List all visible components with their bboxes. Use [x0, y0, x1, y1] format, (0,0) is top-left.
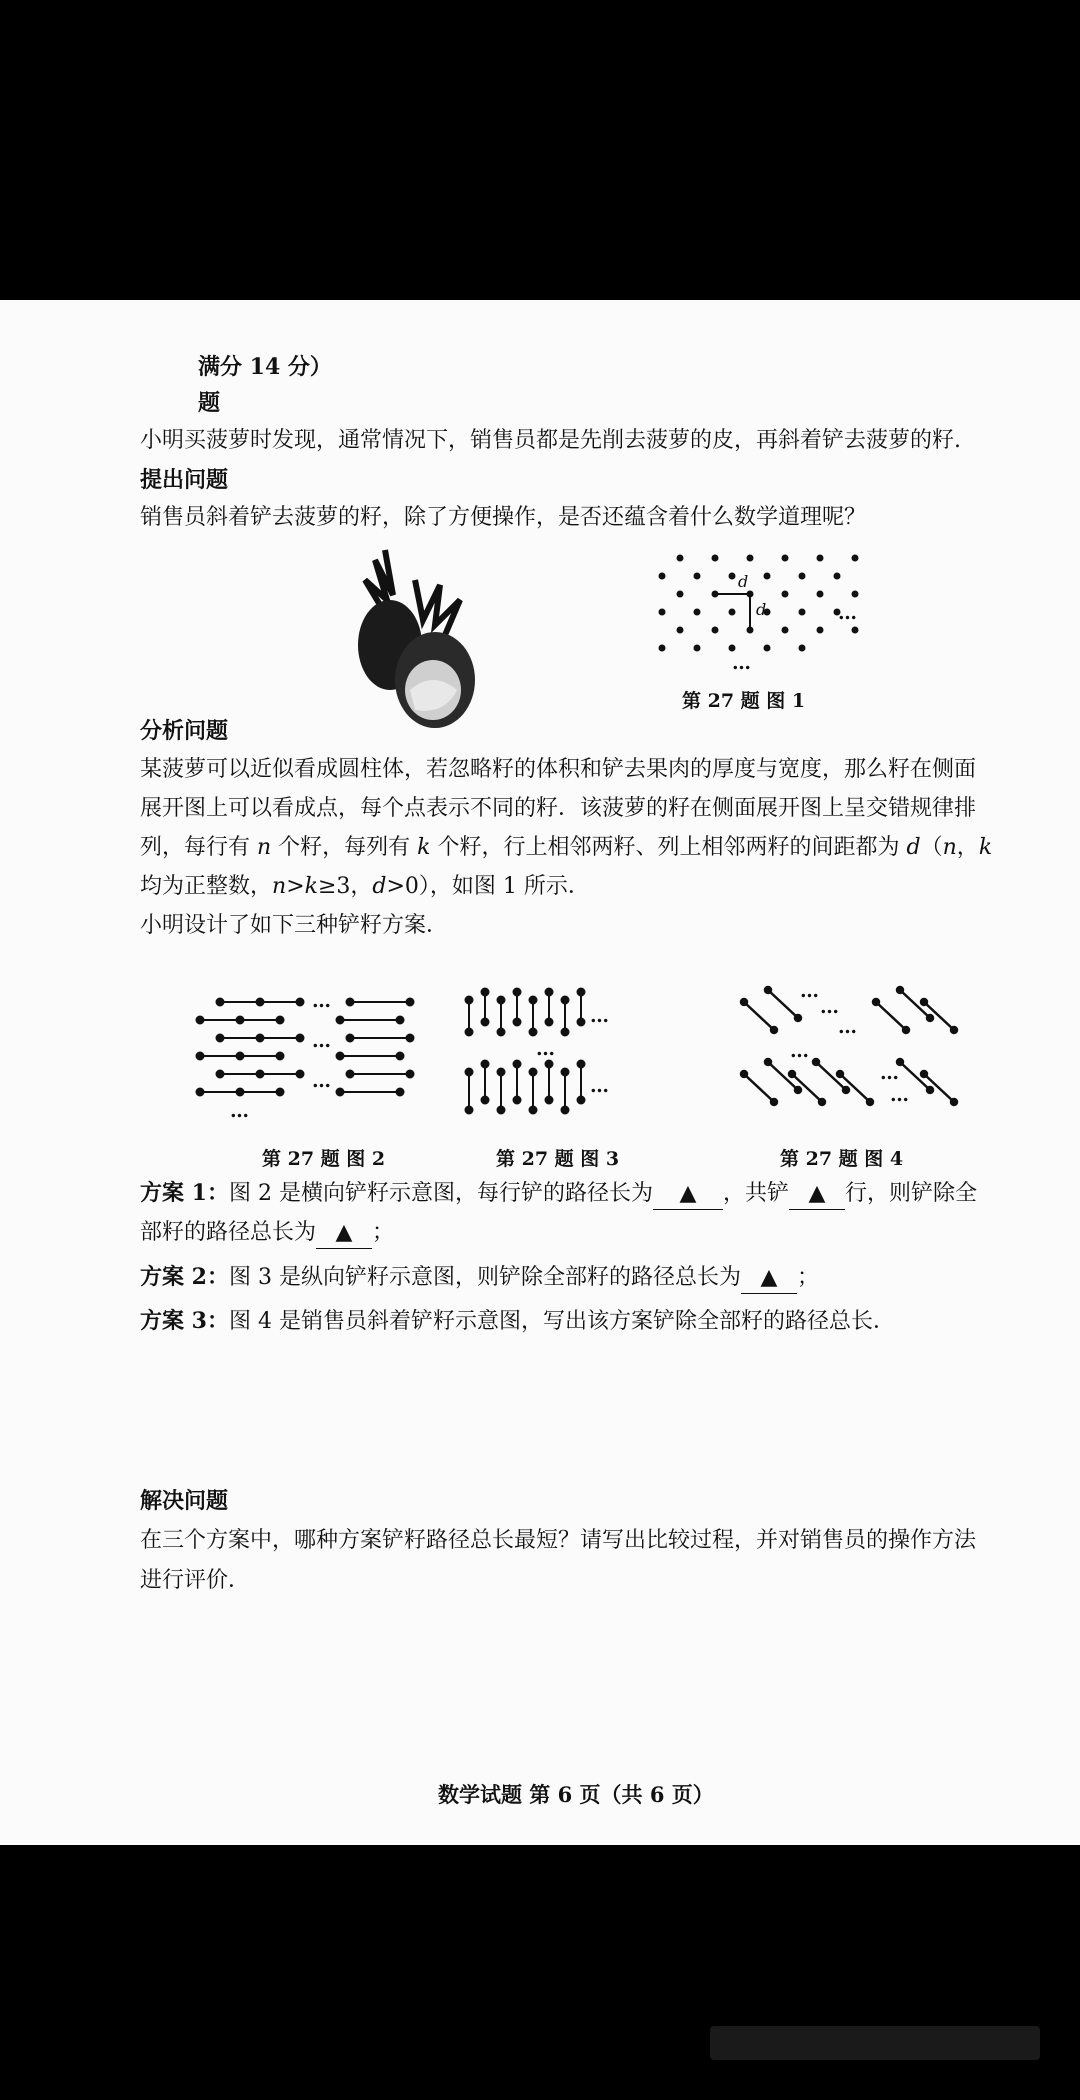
intro-text: 小明买菠萝时发现，通常情况下，销售员都是先削去菠萝的皮，再斜着铲去菠萝的籽. [140, 428, 961, 453]
plan1-line-2: 部籽的路径总长为 ▲ ； [140, 1218, 394, 1249]
solve-line-1: 在三个方案中，哪种方案铲籽路径总长最短？请写出比较过程，并对销售员的操作方法 [140, 1528, 977, 1553]
watermark-overlay [710, 2026, 1040, 2060]
heading-solve-problem: 解决问题 [140, 1488, 229, 1514]
solve-line-2: 进行评价． [140, 1568, 251, 1593]
figure4-ellipsis-6: … [890, 1084, 909, 1106]
figure4-ellipsis-5: … [880, 1062, 899, 1084]
figure2-caption: 第 27 题 图 2 [262, 1148, 386, 1170]
figure2-ellipsis-2: … [312, 1030, 331, 1052]
figure1-label-d-row: d [738, 572, 749, 591]
figure3-ellipsis-middle: … [536, 1038, 555, 1060]
figure4-ellipsis-2: … [820, 996, 839, 1018]
figure1-ellipsis-bottom: … [732, 652, 751, 674]
header-fragment-score: 满分 14 分） [198, 354, 332, 380]
plan1-line-1: 方案 1：图 2 是横向铲籽示意图，每行铲的路径长为 ▲ ，共铲 ▲ 行，则铲除全 [140, 1178, 977, 1210]
plan1-blank-row-count[interactable]: ▲ [789, 1179, 845, 1210]
figure4-caption: 第 27 题 图 4 [780, 1148, 904, 1170]
pineapple-image [345, 540, 480, 735]
analyze-line-4: 均为正整数，n>k≥3，d>0），如图 1 所示． [140, 874, 590, 899]
analyze-line-2: 展开图上可以看成点，每个点表示不同的籽．该菠萝的籽在侧面展开图上呈交错规律排 [140, 796, 977, 821]
heading-raise-problem: 提出问题 [140, 467, 229, 493]
analyze-line-5: 小明设计了如下三种铲籽方案． [140, 913, 449, 938]
header-fragment-title: 题 [198, 390, 221, 416]
figure3-caption: 第 27 题 图 3 [496, 1148, 620, 1170]
figure4-diagonal-diagram [740, 990, 965, 1120]
analyze-line-3: 列，每行有 n 个籽，每列有 k 个籽，行上相邻两籽、列上相邻两籽的间距都为 d（n，k [140, 835, 993, 860]
page-footer: 数学试题 第 6 页（共 6 页） [438, 1782, 714, 1807]
exam-page [0, 300, 1080, 1845]
figure3-ellipsis-bottom: … [590, 1075, 609, 1097]
figure1-ellipsis-right: … [838, 602, 857, 624]
figure3-ellipsis-top: … [590, 1005, 609, 1027]
figure2-horizontal-diagram [200, 990, 420, 1110]
raise-problem-text: 销售员斜着铲去菠萝的籽，除了方便操作，是否还蕴含着什么数学道理呢？ [140, 505, 867, 530]
figure1-caption: 第 27 题 图 1 [682, 690, 806, 712]
figure4-ellipsis-3: … [838, 1016, 857, 1038]
analyze-line-1: 某菠萝可以近似看成圆柱体，若忽略籽的体积和铲去果肉的厚度与宽度，那么籽在侧面 [140, 757, 977, 782]
plan1-blank-total-length[interactable]: ▲ [316, 1218, 372, 1249]
plan2-blank-total-length[interactable]: ▲ [741, 1263, 797, 1294]
plan2-line: 方案 2：图 3 是纵向铲籽示意图，则铲除全部籽的路径总长为 ▲ ； [140, 1262, 819, 1294]
plan3-line: 方案 3：图 4 是销售员斜着铲籽示意图，写出该方案铲除全部籽的路径总长． [140, 1308, 895, 1334]
figure2-ellipsis-bottom: … [230, 1100, 249, 1122]
figure4-ellipsis-1: … [800, 980, 819, 1002]
plan1-blank-path-length[interactable]: ▲ [653, 1179, 723, 1210]
figure3-vertical-diagram [465, 992, 645, 1122]
figure1-label-d-col: d [756, 600, 767, 619]
figure4-ellipsis-4: … [790, 1040, 809, 1062]
figure2-ellipsis-3: … [312, 1070, 331, 1092]
figure2-ellipsis-1: … [312, 990, 331, 1012]
heading-analyze-problem: 分析问题 [140, 718, 229, 744]
